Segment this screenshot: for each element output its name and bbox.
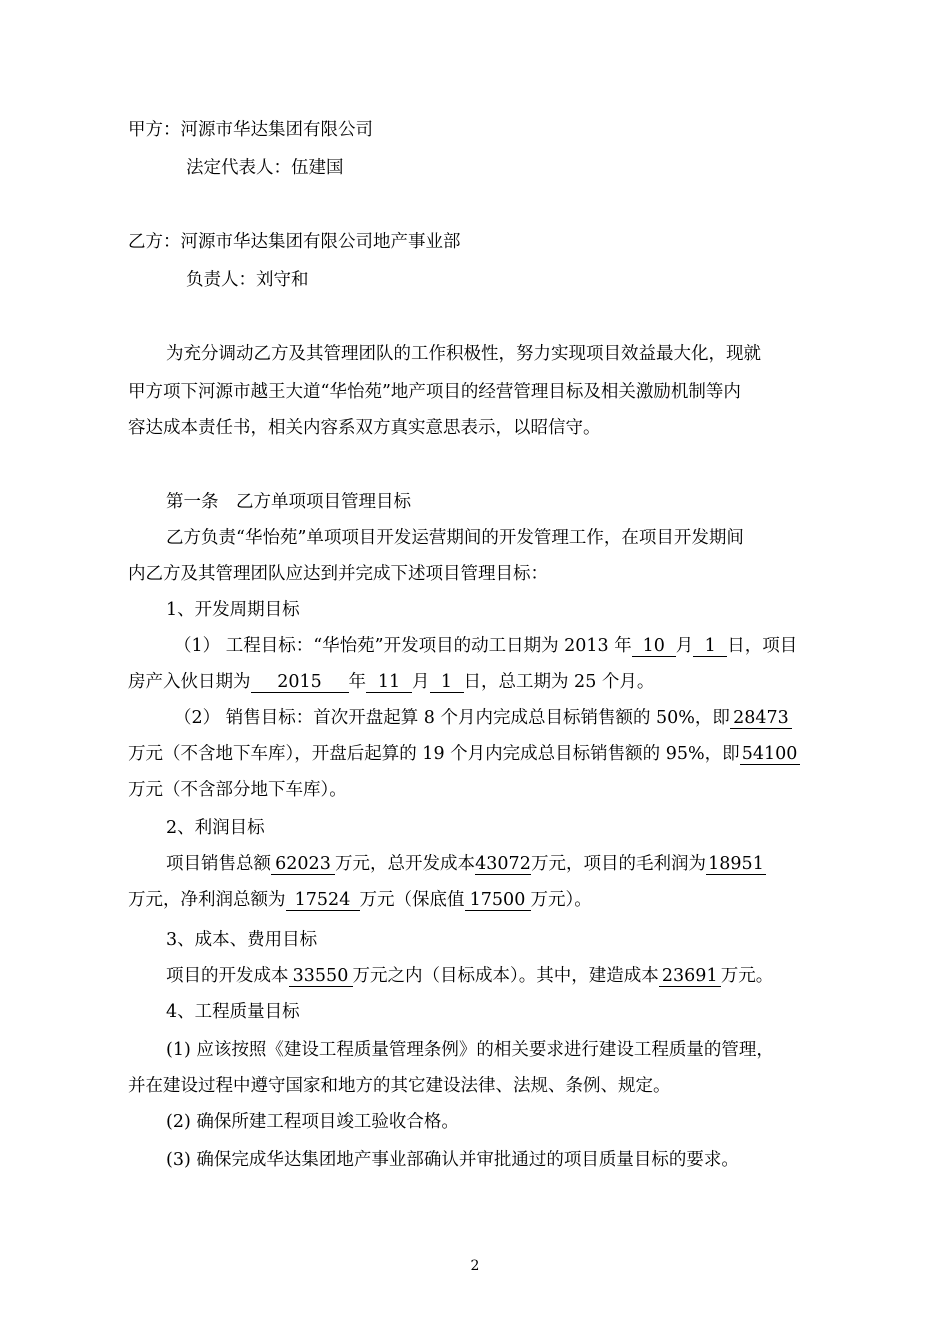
engineering-target-line-1 [174, 634, 797, 658]
section-3-title: 3、成本、费用目标 [166, 930, 318, 950]
end-day-value: 1 [430, 672, 464, 693]
party-b-rep-line [186, 268, 309, 292]
cost-text-2: 万元之内（目标成本）。其中，建造成本 [352, 966, 659, 986]
quality-item-3: (3) 确保完成华达集团地产事业部确认并审批通过的项目质量目标的要求。 [166, 1150, 739, 1170]
party-a-name: 河源市华达集团有限公司 [180, 120, 373, 140]
profit-text-3: 万元，项目的毛利润为 [531, 854, 706, 874]
party-b-rep-name: 刘守和 [256, 270, 309, 290]
eng-text-7: 日，总工期为 25 个月。 [463, 672, 655, 692]
party-b-name: 河源市华达集团有限公司地产事业部 [180, 232, 461, 252]
party-b-rep-label: 负责人： [186, 270, 256, 290]
profit-text-1: 项目销售总额 [166, 854, 271, 874]
eng-text-2: 月 [675, 636, 694, 656]
profit-text-2: 万元，总开发成本 [335, 854, 475, 874]
end-month-value: 11 [366, 672, 412, 693]
quality-item-1: (1) 应该按照《建设工程质量管理条例》的相关要求进行建设工程质量的管理， [166, 1040, 774, 1060]
net-profit-value: 17524 [286, 890, 360, 911]
eng-text-1: （1） 工程目标：“华怡苑”开发项目的动工日期为 2013 年 [174, 636, 632, 656]
total-cost-value: 43072 [475, 854, 531, 874]
profit-line-1 [166, 852, 766, 876]
party-b-label: 乙方： [128, 232, 181, 252]
sales-text-2: 万元（不含地下车库），开盘后起算的 19 个月内完成总目标销售额的 95%，即 [128, 744, 740, 764]
sales-text-1: （2） 销售目标：首次开盘起算 8 个月内完成总目标销售额的 50%，即 [174, 708, 730, 728]
eng-text-5: 年 [348, 672, 366, 692]
article-1-desc-2: 内乙方及其管理团队应达到并完成下述项目管理目标： [128, 564, 548, 584]
start-month-value: 10 [632, 636, 676, 657]
dev-cost-value: 33550 [289, 966, 353, 987]
eng-text-4: 房产入伙日期为 [128, 672, 251, 692]
eng-text-6: 月 [412, 672, 430, 692]
section-4-title: 4、工程质量目标 [166, 1002, 300, 1022]
profit-text-6: 万元）。 [530, 890, 592, 910]
intro-line-1: 为充分调动乙方及其管理团队的工作积极性，努力实现项目效益最大化，现就 [166, 344, 761, 364]
quality-item-2: (2) 确保所建工程项目竣工验收合格。 [166, 1112, 459, 1132]
article-1-title: 第一条 乙方单项项目管理目标 [166, 492, 411, 512]
profit-line-2 [128, 888, 592, 912]
engineering-target-line-2 [128, 670, 654, 694]
page-number: 2 [470, 1258, 480, 1274]
profit-text-4: 万元，净利润总额为 [128, 890, 286, 910]
profit-text-5: 万元（保底值 [359, 890, 465, 910]
gross-profit-value: 18951 [706, 854, 766, 875]
floor-value: 17500 [465, 890, 531, 911]
party-a-rep-line [186, 156, 344, 180]
start-day-value: 1 [693, 636, 727, 657]
section-2-title: 2、利润目标 [166, 818, 265, 838]
party-a-rep-name: 伍建国 [291, 158, 344, 178]
cost-text-3: 万元。 [720, 966, 774, 986]
total-sales-value: 62023 [271, 854, 335, 875]
party-b-line [128, 230, 461, 254]
intro-line-3: 容达成本责任书，相关内容系双方真实意思表示，以昭信守。 [128, 418, 601, 438]
party-a-line [128, 118, 373, 142]
sales-target-line-1 [174, 706, 792, 730]
end-year-value: 2015 [251, 672, 349, 693]
cost-text-1: 项目的开发成本 [166, 966, 289, 986]
sales-target-line-3: 万元（不含部分地下车库）。 [128, 780, 347, 800]
article-1-desc-1: 乙方负责“华怡苑”单项项目开发运营期间的开发管理工作，在项目开发期间 [166, 528, 744, 548]
eng-text-3: 日，项目 [727, 636, 798, 656]
party-a-rep-label: 法定代表人： [186, 158, 291, 178]
sales-target-line-2 [128, 742, 800, 766]
build-cost-value: 23691 [659, 966, 721, 987]
sales-50pct-value: 28473 [730, 708, 792, 729]
cost-line [166, 964, 773, 988]
intro-line-2: 甲方项下河源市越王大道“华怡苑”地产项目的经营管理目标及相关激励机制等内 [128, 382, 741, 402]
party-a-label: 甲方： [128, 120, 181, 140]
section-1-title: 1、开发周期目标 [166, 600, 300, 620]
quality-item-1-cont: 并在建设过程中遵守国家和地方的其它建设法律、法规、条例、规定。 [128, 1076, 671, 1096]
sales-95pct-value: 54100 [740, 744, 800, 765]
